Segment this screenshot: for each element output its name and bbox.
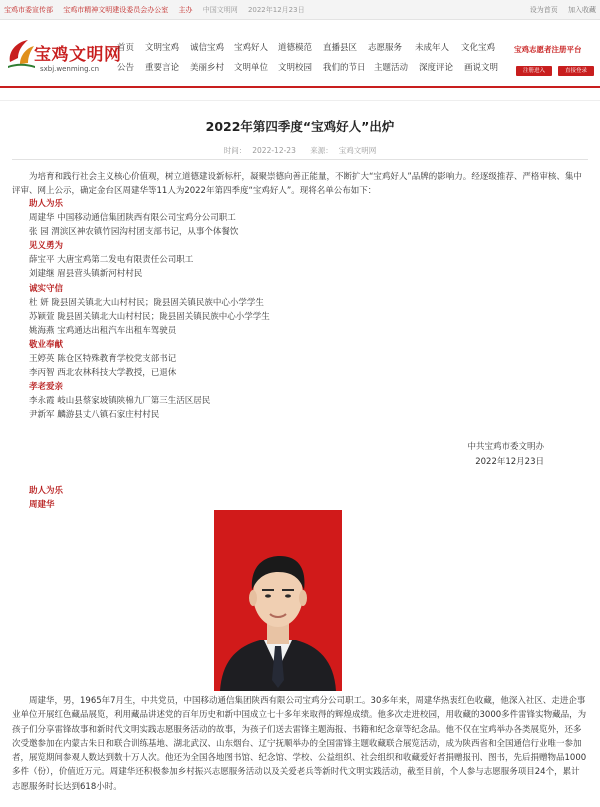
category-heading: 诚实守信 (29, 284, 64, 294)
nav-item-volunteer-service[interactable]: 志愿服务 (368, 43, 403, 53)
category-heading: 孝老爱亲 (29, 382, 64, 392)
honoree-item: 周建华 中国移动通信集团陕西有限公司宝鸡分公司职工 (29, 213, 236, 223)
nav-item-minors[interactable]: 未成年人 (415, 43, 450, 53)
volunteer-platform-title[interactable]: 宝鸡志愿者注册平台 (514, 45, 582, 54)
site-header (0, 26, 600, 86)
person-portrait-icon (214, 510, 342, 691)
meta-source-value: 宝鸡文明网 (338, 146, 377, 155)
topbar-left (4, 0, 313, 20)
topbar-sponsor-label: 主办 (178, 6, 193, 14)
meta-time-label: 时间： (223, 146, 247, 155)
topbar-link-propaganda[interactable]: 宝鸡市委宣传部 (4, 6, 53, 14)
nav-item-moral-models[interactable]: 道德模范 (278, 43, 313, 53)
article-title: 2022年第四季度“宝鸡好人”出炉 (205, 119, 395, 134)
article-intro: 为培育和践行社会主义核心价值观，树立道德建设新标杆，凝聚崇德向善正能量，不断扩大“宝鸡好人”品牌的影响力。经逐级推荐、严格审核、集中评审、网上公示，确定金台区周建华等11人为2022年第四季度“宝鸡好人”。现将名单公布如下： (12, 172, 582, 196)
honoree-item: 薛宝平 大唐宝鸡第二发电有限责任公司职工 (29, 255, 194, 265)
honoree-item: 尹新军 麟游县丈八镇石家庄村村民 (29, 410, 160, 420)
signature-org: 中共宝鸡市委文明办 (467, 442, 544, 452)
add-favorite-link[interactable]: 加入收藏 (568, 6, 596, 14)
honoree-item: 姚海燕 宝鸡通达出租汽车出租车驾驶员 (29, 326, 177, 336)
nav-item-county-live[interactable]: 直播县区 (323, 43, 358, 53)
topbar-link-civilization-office[interactable]: 宝鸡市精神文明建设委员会办公室 (63, 6, 169, 14)
topbar-right (522, 0, 596, 20)
profile-photo (214, 510, 342, 691)
profile-category: 助人为乐 (29, 486, 64, 496)
signature-date: 2022年12月23日 (475, 457, 544, 467)
category-heading: 助人为乐 (29, 199, 64, 209)
nav-item-culture-baoji[interactable]: 文化宝鸡 (461, 43, 496, 53)
category-heading: 敬业奉献 (29, 340, 64, 350)
meta-time-value: 2022-12-23 (252, 146, 296, 155)
nav-item-integrity-baoji[interactable]: 诚信宝鸡 (190, 43, 225, 53)
honoree-item: 刘建继 眉县营头镇新河村村民 (29, 269, 143, 279)
nav-item-home[interactable]: 首页 (117, 43, 135, 53)
meta-source (307, 146, 379, 155)
topbar-date: 2022年12月23日 (247, 6, 305, 14)
top-utility-bar (0, 0, 600, 20)
nav-item-theme-activities[interactable]: 主题活动 (374, 63, 409, 73)
nav-item-speeches[interactable]: 重要言论 (145, 63, 180, 73)
site-logo[interactable] (6, 34, 122, 84)
nav-item-beautiful-villages[interactable]: 美丽乡村 (190, 63, 225, 73)
nav-item-our-festivals[interactable]: 我们的节日 (323, 63, 366, 73)
honoree-item: 张 园 渭滨区神农镇竹园沟村团支部书记，从事个体餐饮 (29, 227, 239, 237)
nav-item-notice[interactable]: 公告 (117, 63, 135, 73)
header-divider (0, 86, 600, 88)
honoree-item: 苏颖萱 陇县固关镇北大山村村民；陇县固关镇民族中心小学学生 (29, 312, 270, 322)
topbar-site-name[interactable]: 中国文明网 (202, 6, 238, 14)
meta-time (221, 146, 299, 155)
subheader-divider (0, 100, 600, 101)
honoree-item: 李丙智 西北农林科技大学教授，已退休 (29, 368, 177, 378)
volunteer-platform (514, 44, 598, 74)
honoree-item: 李永霞 岐山县蔡家坡镇陕棉九厂第三生活区居民 (29, 396, 211, 406)
honoree-item: 杜 妍 陇县固关镇北大山村村民；陇县固关镇民族中心小学学生 (29, 298, 264, 308)
nav-item-pictorial[interactable]: 画说文明 (464, 63, 499, 73)
honoree-item: 王婷英 陈仓区特殊教育学校党支部书记 (29, 354, 177, 364)
profile-bio: 周建华，男，1965年7月生，中共党员，中国移动通信集团陕西有限公司宝鸡分公司职工。30多年来，周建华热衷红色收藏，他深入社区、走进企事业单位开展红色藏品展览，利用藏品讲述党的百年历史和新中国成立七十多年来取得的辉煌成绩。他多次走进校园，用收藏的3000多件雷锋实物藏品，为孩子们分享雷锋故事和新时代文明实践志愿服务活动的故事，为孩子们送去雷锋主题海报、书籍和纪念章等纪念品。他不仅在宝鸡举办各类展览外，还多次受邀参加在内蒙古朱日和联合训练基地、湖北武汉、山东烟台、辽宁抚顺举办的全国雷锋主题收藏联合展览活动，成为陕西省和全国通信行业唯一参加者，展览期间参观人数达到数十万人次。他还为全国各地图书馆、纪念馆、学校、公益组织、社会组织和收藏爱好者捐赠报刊、图书，先后捐赠物品1000多件（份），价值近万元。周建华还积极参加乡村振兴志愿服务活动以及关爱老兵等新时代文明实践活动，截至目前，个人参与志愿服务项目24个，累计志愿服务时长达到618小时。 (12, 696, 587, 792)
article-meta (0, 145, 600, 156)
set-homepage-link[interactable]: 设为首页 (529, 6, 558, 14)
nav-item-good-people[interactable]: 宝鸡好人 (234, 43, 269, 53)
category-heading: 见义勇为 (29, 241, 64, 251)
nav-item-civilized-baoji[interactable]: 文明宝鸡 (145, 43, 180, 53)
meta-divider (12, 159, 588, 160)
nav-item-civilized-units[interactable]: 文明单位 (234, 63, 269, 73)
volunteer-register-button[interactable]: 注册进入 (516, 66, 552, 76)
volunteer-buttons (516, 66, 598, 78)
nav-item-commentary[interactable]: 深度评论 (419, 63, 454, 73)
logo-emblem-icon (6, 36, 36, 70)
logo-url: sxbj.wenming.cn (40, 65, 100, 73)
logo-text: 宝鸡文明网 (34, 45, 122, 65)
meta-source-label: 来源： (310, 146, 333, 155)
volunteer-login-button[interactable]: 直接登录 (558, 66, 594, 76)
profile-name: 周建华 (29, 500, 55, 510)
nav-item-civilized-campus[interactable]: 文明校园 (278, 63, 313, 73)
